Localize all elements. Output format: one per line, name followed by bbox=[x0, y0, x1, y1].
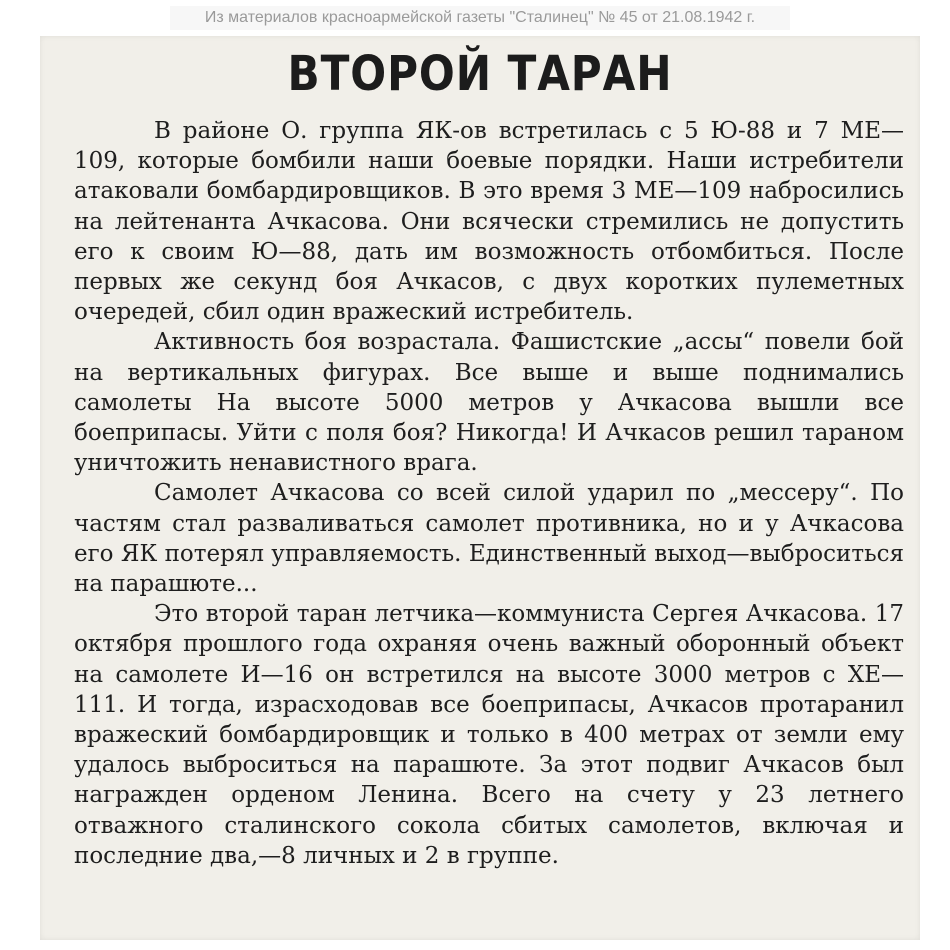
article-headline: ВТОРОЙ ТАРАН bbox=[287, 46, 673, 102]
article-body bbox=[74, 116, 904, 871]
article-paragraph: Это второй таран летчика—коммуниста Сергея Ачкасова. 17 октября прошлого года охраняя очень важный оборонный объект на самолете И—16 он встретился на высоте 3000 метров с ХЕ—111. И тогда, израсходовав все боеприпасы, Ачкасов протаранил вражеский бомбардировщик и только в 400 метрах от земли ему удалось выброситься на парашюте. За этот подвиг Ачкасов был награжден орденом Ленина. Всего на счету у 23 летнего отважного сталинского сокола сбитых самолетов, включая и последние два,—8 личных и 2 в группе. bbox=[74, 601, 904, 869]
article-paragraph: В районе О. группа ЯК-ов встретилась с 5 Ю-88 и 7 МЕ—109, которые бомбили наши боевые порядки. Наши истребители атаковали бомбардировщиков. В это время 3 МЕ—109 набросились на лейтенанта Ачкасова. Они всячески стремились не допустить его к своим Ю—88, дать им возможность отбомбиться. После первых же секунд боя Ачкасов, с двух коротких пулеметных очередей, сбил один вражеский истребитель. bbox=[74, 118, 904, 326]
article-paragraph: Активность боя возрастала. Фашистские „ассы“ повели бой на вертикальных фигурах. Все выше и выше поднимались самолеты На высоте 5000 метров у Ачкасова вышли все боеприпасы. Уйти с поля боя? Никогда! И Ачкасов решил тараном уничтожить ненавистного врага. bbox=[74, 329, 904, 477]
source-caption: Из материалов красноармейской газеты "Сталинец" № 45 от 21.08.1942 г. bbox=[170, 6, 790, 30]
article-paragraph: Самолет Ачкасова со всей силой ударил по „мессеру“. По частям стал разваливаться самолет противника, но и у Ачкасова его ЯК потерял управляемость. Единственный выход—выброситься на парашюте... bbox=[74, 480, 904, 598]
newspaper-clipping bbox=[40, 36, 920, 940]
